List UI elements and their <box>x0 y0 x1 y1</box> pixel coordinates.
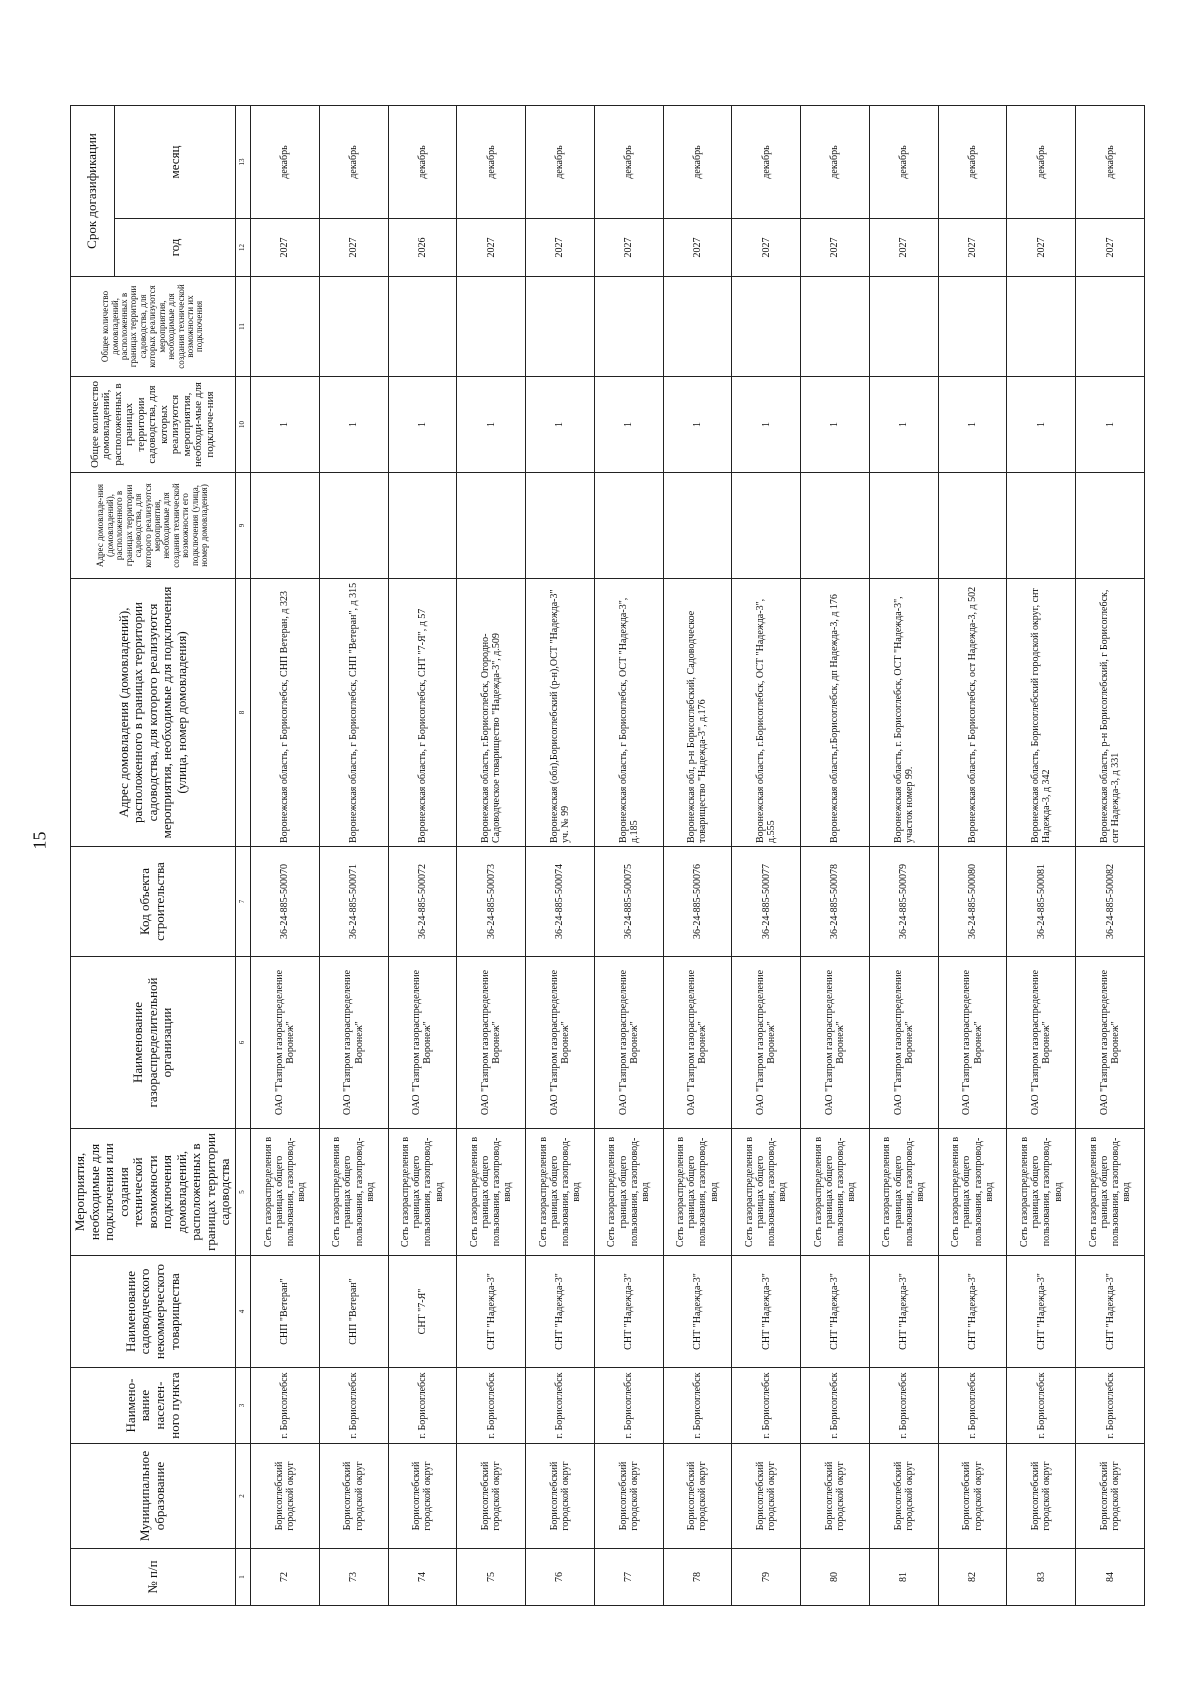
cell-municipality: Борисоглебский городской округ <box>457 1444 526 1549</box>
cell-address: Воронежская область, г Борисоглебск, ост Надежда-3, д 502 <box>938 579 1007 847</box>
cell-org: ОАО "Газпром газораспределение Воронеж" <box>801 957 870 1129</box>
cell-number: 76 <box>526 1549 595 1606</box>
table-row <box>1076 106 1145 1606</box>
table-body <box>251 106 1145 1606</box>
cell-measures: Сеть газораспределения в границах общего пользования, газопровод-ввод <box>732 1129 801 1256</box>
cell-address2 <box>594 473 663 579</box>
cell-locality: г. Борисоглебск <box>732 1368 801 1444</box>
table-row <box>526 106 595 1606</box>
cell-count1: 1 <box>594 377 663 473</box>
cell-org: ОАО "Газпром газораспределение Воронеж" <box>594 957 663 1129</box>
cell-municipality: Борисоглебский городской округ <box>319 1444 388 1549</box>
cell-count2 <box>1076 277 1145 377</box>
cell-year: 2026 <box>388 219 457 277</box>
cell-count1: 1 <box>251 377 320 473</box>
cell-number: 73 <box>319 1549 388 1606</box>
table-row <box>801 106 870 1606</box>
cell-count2 <box>319 277 388 377</box>
cell-count1: 1 <box>938 377 1007 473</box>
cell-month: декабрь <box>732 106 801 219</box>
table-row <box>663 106 732 1606</box>
cell-count1: 1 <box>801 377 870 473</box>
cell-month: декабрь <box>938 106 1007 219</box>
cell-number: 77 <box>594 1549 663 1606</box>
cell-org: ОАО "Газпром газораспределение Воронеж" <box>319 957 388 1129</box>
cell-measures: Сеть газораспределения в границах общего пользования, газопровод-ввод <box>526 1129 595 1256</box>
cell-locality: г. Борисоглебск <box>663 1368 732 1444</box>
cell-address: Воронежская область, г Борисоглебск, СНТ "7-Я", д 57 <box>388 579 457 847</box>
cell-month: декабрь <box>251 106 320 219</box>
cell-month: декабрь <box>319 106 388 219</box>
cell-count2 <box>938 277 1007 377</box>
cell-code: 36-24-885-500079 <box>869 847 938 957</box>
cell-municipality: Борисоглебский городской округ <box>732 1444 801 1549</box>
header-locality: Наимено-вание населен-ного пункта <box>71 1368 236 1444</box>
header-month: месяц <box>115 106 236 219</box>
cell-measures: Сеть газораспределения в границах общего пользования, газопровод-ввод <box>801 1129 870 1256</box>
column-number: 2 <box>236 1444 251 1549</box>
header-address2: Адрес домовладе-ния (домовладений), расположенного в границах территории садоводства, для которого реализуются мероприятия, необходимые для создания технической возможности его подключения (улица, номер домовладения) <box>71 473 236 579</box>
cell-year: 2027 <box>732 219 801 277</box>
cell-snt: СНТ "Надежда-3" <box>457 1256 526 1368</box>
page-number: 15 <box>29 831 50 850</box>
cell-address2 <box>251 473 320 579</box>
cell-year: 2027 <box>594 219 663 277</box>
cell-month: декабрь <box>457 106 526 219</box>
cell-address2 <box>526 473 595 579</box>
cell-month: декабрь <box>388 106 457 219</box>
rotated-table-wrapper <box>70 106 1133 1606</box>
header-code: Код объекта строительства <box>71 847 236 957</box>
cell-org: ОАО "Газпром газораспределение Воронеж" <box>1076 957 1145 1129</box>
table-row <box>732 106 801 1606</box>
cell-measures: Сеть газораспределения в границах общего пользования, газопровод-ввод <box>1007 1129 1076 1256</box>
cell-year: 2027 <box>1076 219 1145 277</box>
cell-year: 2027 <box>801 219 870 277</box>
cell-count1: 1 <box>732 377 801 473</box>
cell-address2 <box>732 473 801 579</box>
cell-number: 80 <box>801 1549 870 1606</box>
cell-measures: Сеть газораспределения в границах общего пользования, газопровод-ввод <box>869 1129 938 1256</box>
cell-year: 2027 <box>319 219 388 277</box>
cell-count1: 1 <box>1007 377 1076 473</box>
column-number: 7 <box>236 847 251 957</box>
header-measures: Мероприятия, необходимые для подключения или создания технической возможности подключения домовладений, расположенных в границах территории садоводства <box>71 1129 236 1256</box>
cell-org: ОАО "Газпром газораспределение Воронеж" <box>526 957 595 1129</box>
cell-org: ОАО "Газпром газораспределение Воронеж" <box>388 957 457 1129</box>
cell-measures: Сеть газораспределения в границах общего пользования, газопровод-ввод <box>663 1129 732 1256</box>
header-org: Наименование газораспределительной организации <box>71 957 236 1129</box>
cell-count1: 1 <box>319 377 388 473</box>
table-row <box>1007 106 1076 1606</box>
cell-org: ОАО "Газпром газораспределение Воронеж" <box>1007 957 1076 1129</box>
cell-locality: г. Борисоглебск <box>869 1368 938 1444</box>
cell-month: декабрь <box>663 106 732 219</box>
cell-code: 36-24-885-500077 <box>732 847 801 957</box>
header-deadline: Срок догазификации <box>71 106 115 277</box>
cell-municipality: Борисоглебский городской округ <box>869 1444 938 1549</box>
cell-municipality: Борисоглебский городской округ <box>938 1444 1007 1549</box>
cell-code: 36-24-885-500078 <box>801 847 870 957</box>
cell-count1: 1 <box>663 377 732 473</box>
table-row <box>594 106 663 1606</box>
cell-locality: г. Борисоглебск <box>526 1368 595 1444</box>
column-number: 8 <box>236 579 251 847</box>
header-count1: Общее количество домовладений, расположенных в границах территории садоводства, для которых реализуются мероприятия, необходи-мые для подключе-ния <box>71 377 236 473</box>
cell-locality: г. Борисоглебск <box>801 1368 870 1444</box>
column-number: 13 <box>236 106 251 219</box>
cell-snt: СНТ "Надежда-3" <box>663 1256 732 1368</box>
cell-address: Воронежская область, г. Борисоглебск, ОСТ "Надежда-3", участок номер 99. <box>869 579 938 847</box>
cell-municipality: Борисоглебский городской округ <box>801 1444 870 1549</box>
cell-code: 36-24-885-500082 <box>1076 847 1145 957</box>
cell-code: 36-24-885-500081 <box>1007 847 1076 957</box>
cell-measures: Сеть газораспределения в границах общего пользования, газопровод-ввод <box>251 1129 320 1256</box>
header-address: Адрес домовладения (домовладений), расположенного в границах территории садоводства, для которого реализуются мероприятия, необходимые для подключения (улица, номер домовладения) <box>71 579 236 847</box>
cell-year: 2027 <box>938 219 1007 277</box>
column-number: 4 <box>236 1256 251 1368</box>
cell-count2 <box>594 277 663 377</box>
cell-municipality: Борисоглебский городской округ <box>1076 1444 1145 1549</box>
cell-measures: Сеть газораспределения в границах общего пользования, газопровод-ввод <box>388 1129 457 1256</box>
cell-org: ОАО "Газпром газораспределение Воронеж" <box>457 957 526 1129</box>
cell-count1: 1 <box>869 377 938 473</box>
cell-snt: СНТ "Надежда-3" <box>1076 1256 1145 1368</box>
table-row <box>457 106 526 1606</box>
cell-count2 <box>526 277 595 377</box>
cell-month: декабрь <box>594 106 663 219</box>
cell-month: декабрь <box>1076 106 1145 219</box>
cell-measures: Сеть газораспределения в границах общего пользования, газопровод-ввод <box>938 1129 1007 1256</box>
cell-year: 2027 <box>663 219 732 277</box>
cell-year: 2027 <box>251 219 320 277</box>
cell-address: Воронежская область, р-н Борисоглебский, г Борисоглебск, снт Надежда-3, д 331 <box>1076 579 1145 847</box>
cell-code: 36-24-885-500080 <box>938 847 1007 957</box>
cell-snt: СНП "Ветеран" <box>251 1256 320 1368</box>
cell-municipality: Борисоглебский городской округ <box>251 1444 320 1549</box>
cell-code: 36-24-885-500074 <box>526 847 595 957</box>
cell-locality: г. Борисоглебск <box>251 1368 320 1444</box>
cell-municipality: Борисоглебский городской округ <box>388 1444 457 1549</box>
table-row <box>388 106 457 1606</box>
cell-address: Воронежская область, г.Борисоглебск, ОСТ "Надежда-3", д.555 <box>732 579 801 847</box>
cell-count1: 1 <box>526 377 595 473</box>
cell-measures: Сеть газораспределения в границах общего пользования, газопровод-ввод <box>594 1129 663 1256</box>
cell-locality: г. Борисоглебск <box>938 1368 1007 1444</box>
cell-year: 2027 <box>1007 219 1076 277</box>
cell-municipality: Борисоглебский городской округ <box>663 1444 732 1549</box>
cell-address: Воронежская обл, р-н Борисоглебский, Садоводческое товарищество "Надежда-3", д.176 <box>663 579 732 847</box>
table-row <box>251 106 320 1606</box>
cell-measures: Сеть газораспределения в границах общего пользования, газопровод-ввод <box>319 1129 388 1256</box>
column-number: 11 <box>236 277 251 377</box>
cell-address2 <box>1076 473 1145 579</box>
header-year: год <box>115 219 236 277</box>
cell-snt: СНТ "Надежда-3" <box>526 1256 595 1368</box>
cell-snt: СНТ "Надежда-3" <box>1007 1256 1076 1368</box>
cell-locality: г. Борисоглебск <box>1007 1368 1076 1444</box>
cell-address2 <box>801 473 870 579</box>
cell-municipality: Борисоглебский городской округ <box>526 1444 595 1549</box>
cell-month: декабрь <box>526 106 595 219</box>
cell-month: декабрь <box>1007 106 1076 219</box>
cell-measures: Сеть газораспределения в границах общего пользования, газопровод-ввод <box>457 1129 526 1256</box>
cell-municipality: Борисоглебский городской округ <box>1007 1444 1076 1549</box>
cell-locality: г. Борисоглебск <box>319 1368 388 1444</box>
cell-address2 <box>663 473 732 579</box>
cell-code: 36-24-885-500076 <box>663 847 732 957</box>
cell-count1: 1 <box>388 377 457 473</box>
cell-count2 <box>251 277 320 377</box>
table-row <box>869 106 938 1606</box>
cell-address: Воронежская область, г Борисоглебск, ОСТ "Надежда-3", д.185 <box>594 579 663 847</box>
cell-number: 83 <box>1007 1549 1076 1606</box>
cell-address2 <box>1007 473 1076 579</box>
cell-address2 <box>457 473 526 579</box>
cell-code: 36-24-885-500070 <box>251 847 320 957</box>
cell-count2 <box>663 277 732 377</box>
column-number: 12 <box>236 219 251 277</box>
cell-locality: г. Борисоглебск <box>388 1368 457 1444</box>
cell-code: 36-24-885-500071 <box>319 847 388 957</box>
cell-locality: г. Борисоглебск <box>457 1368 526 1444</box>
cell-snt: СНТ "Надежда-3" <box>732 1256 801 1368</box>
column-number: 5 <box>236 1129 251 1256</box>
cell-snt: СНТ "Надежда-3" <box>801 1256 870 1368</box>
cell-year: 2027 <box>457 219 526 277</box>
cell-count2 <box>457 277 526 377</box>
cell-code: 36-24-885-500073 <box>457 847 526 957</box>
cell-code: 36-24-885-500072 <box>388 847 457 957</box>
cell-number: 82 <box>938 1549 1007 1606</box>
cell-number: 74 <box>388 1549 457 1606</box>
cell-month: декабрь <box>869 106 938 219</box>
cell-year: 2027 <box>869 219 938 277</box>
cell-municipality: Борисоглебский городской округ <box>594 1444 663 1549</box>
cell-address: Воронежская область,г.Борисоглебск, дп Надежда-3, д 176 <box>801 579 870 847</box>
cell-address2 <box>938 473 1007 579</box>
cell-address2 <box>319 473 388 579</box>
cell-address: Воронежская область, Борисоглебский городской округ, снт Надежда-3, д 342 <box>1007 579 1076 847</box>
cell-snt: СНТ "Надежда-3" <box>938 1256 1007 1368</box>
cell-count2 <box>388 277 457 377</box>
header-municipality: Муниципальное образование <box>71 1444 236 1549</box>
cell-number: 84 <box>1076 1549 1145 1606</box>
cell-snt: СНТ "Надежда-3" <box>869 1256 938 1368</box>
cell-year: 2027 <box>526 219 595 277</box>
cell-address2 <box>388 473 457 579</box>
column-number: 1 <box>236 1549 251 1606</box>
cell-locality: г. Борисоглебск <box>594 1368 663 1444</box>
header-num: № п/п <box>71 1549 236 1606</box>
cell-number: 75 <box>457 1549 526 1606</box>
column-number: 6 <box>236 957 251 1129</box>
cell-locality: г. Борисоглебск <box>1076 1368 1145 1444</box>
cell-count2 <box>801 277 870 377</box>
header-count2: Общее количество домовладений, расположенных в границах территории садоводства, для которых реализуются мероприятия, необходимые для создания технической возможности их подключения <box>71 277 236 377</box>
cell-snt: СНП "Ветеран" <box>319 1256 388 1368</box>
cell-org: ОАО "Газпром газораспределение Воронеж" <box>869 957 938 1129</box>
cell-number: 81 <box>869 1549 938 1606</box>
cell-org: ОАО "Газпром газораспределение Воронеж" <box>663 957 732 1129</box>
header-snt: Наименование садоводческого некоммерческого товарищества <box>71 1256 236 1368</box>
cell-count2 <box>869 277 938 377</box>
cell-snt: СНТ "Надежда-3" <box>594 1256 663 1368</box>
cell-measures: Сеть газораспределения в границах общего пользования, газопровод-ввод <box>1076 1129 1145 1256</box>
cell-address2 <box>869 473 938 579</box>
cell-org: ОАО "Газпром газораспределение Воронеж" <box>938 957 1007 1129</box>
column-number: 10 <box>236 377 251 473</box>
cell-address: Воронежская область, г Борисоглебск, СНП "Ветеран", д 315 <box>319 579 388 847</box>
cell-org: ОАО "Газпром газораспределение Воронеж" <box>251 957 320 1129</box>
cell-number: 79 <box>732 1549 801 1606</box>
cell-count2 <box>1007 277 1076 377</box>
cell-month: декабрь <box>801 106 870 219</box>
cell-number: 72 <box>251 1549 320 1606</box>
column-number: 9 <box>236 473 251 579</box>
gasification-table <box>70 105 1145 1606</box>
column-number: 3 <box>236 1368 251 1444</box>
cell-code: 36-24-885-500075 <box>594 847 663 957</box>
cell-address: Воронежская область, г.Борисоглебск, Огородно-Садоводческое товарищество "Надежда-3", д.509 <box>457 579 526 847</box>
cell-count2 <box>732 277 801 377</box>
cell-number: 78 <box>663 1549 732 1606</box>
cell-count1: 1 <box>457 377 526 473</box>
cell-snt: СНТ "7-Я" <box>388 1256 457 1368</box>
table-row <box>319 106 388 1606</box>
cell-address: Воронежская область, г Борисоглебск, СНП Ветеран, д 323 <box>251 579 320 847</box>
table-row <box>938 106 1007 1606</box>
cell-org: ОАО "Газпром газораспределение Воронеж" <box>732 957 801 1129</box>
cell-address: Воронежская (обл),Борисоглебский (р-н),ОСТ "Надежда-3" уч. № 99 <box>526 579 595 847</box>
cell-count1: 1 <box>1076 377 1145 473</box>
